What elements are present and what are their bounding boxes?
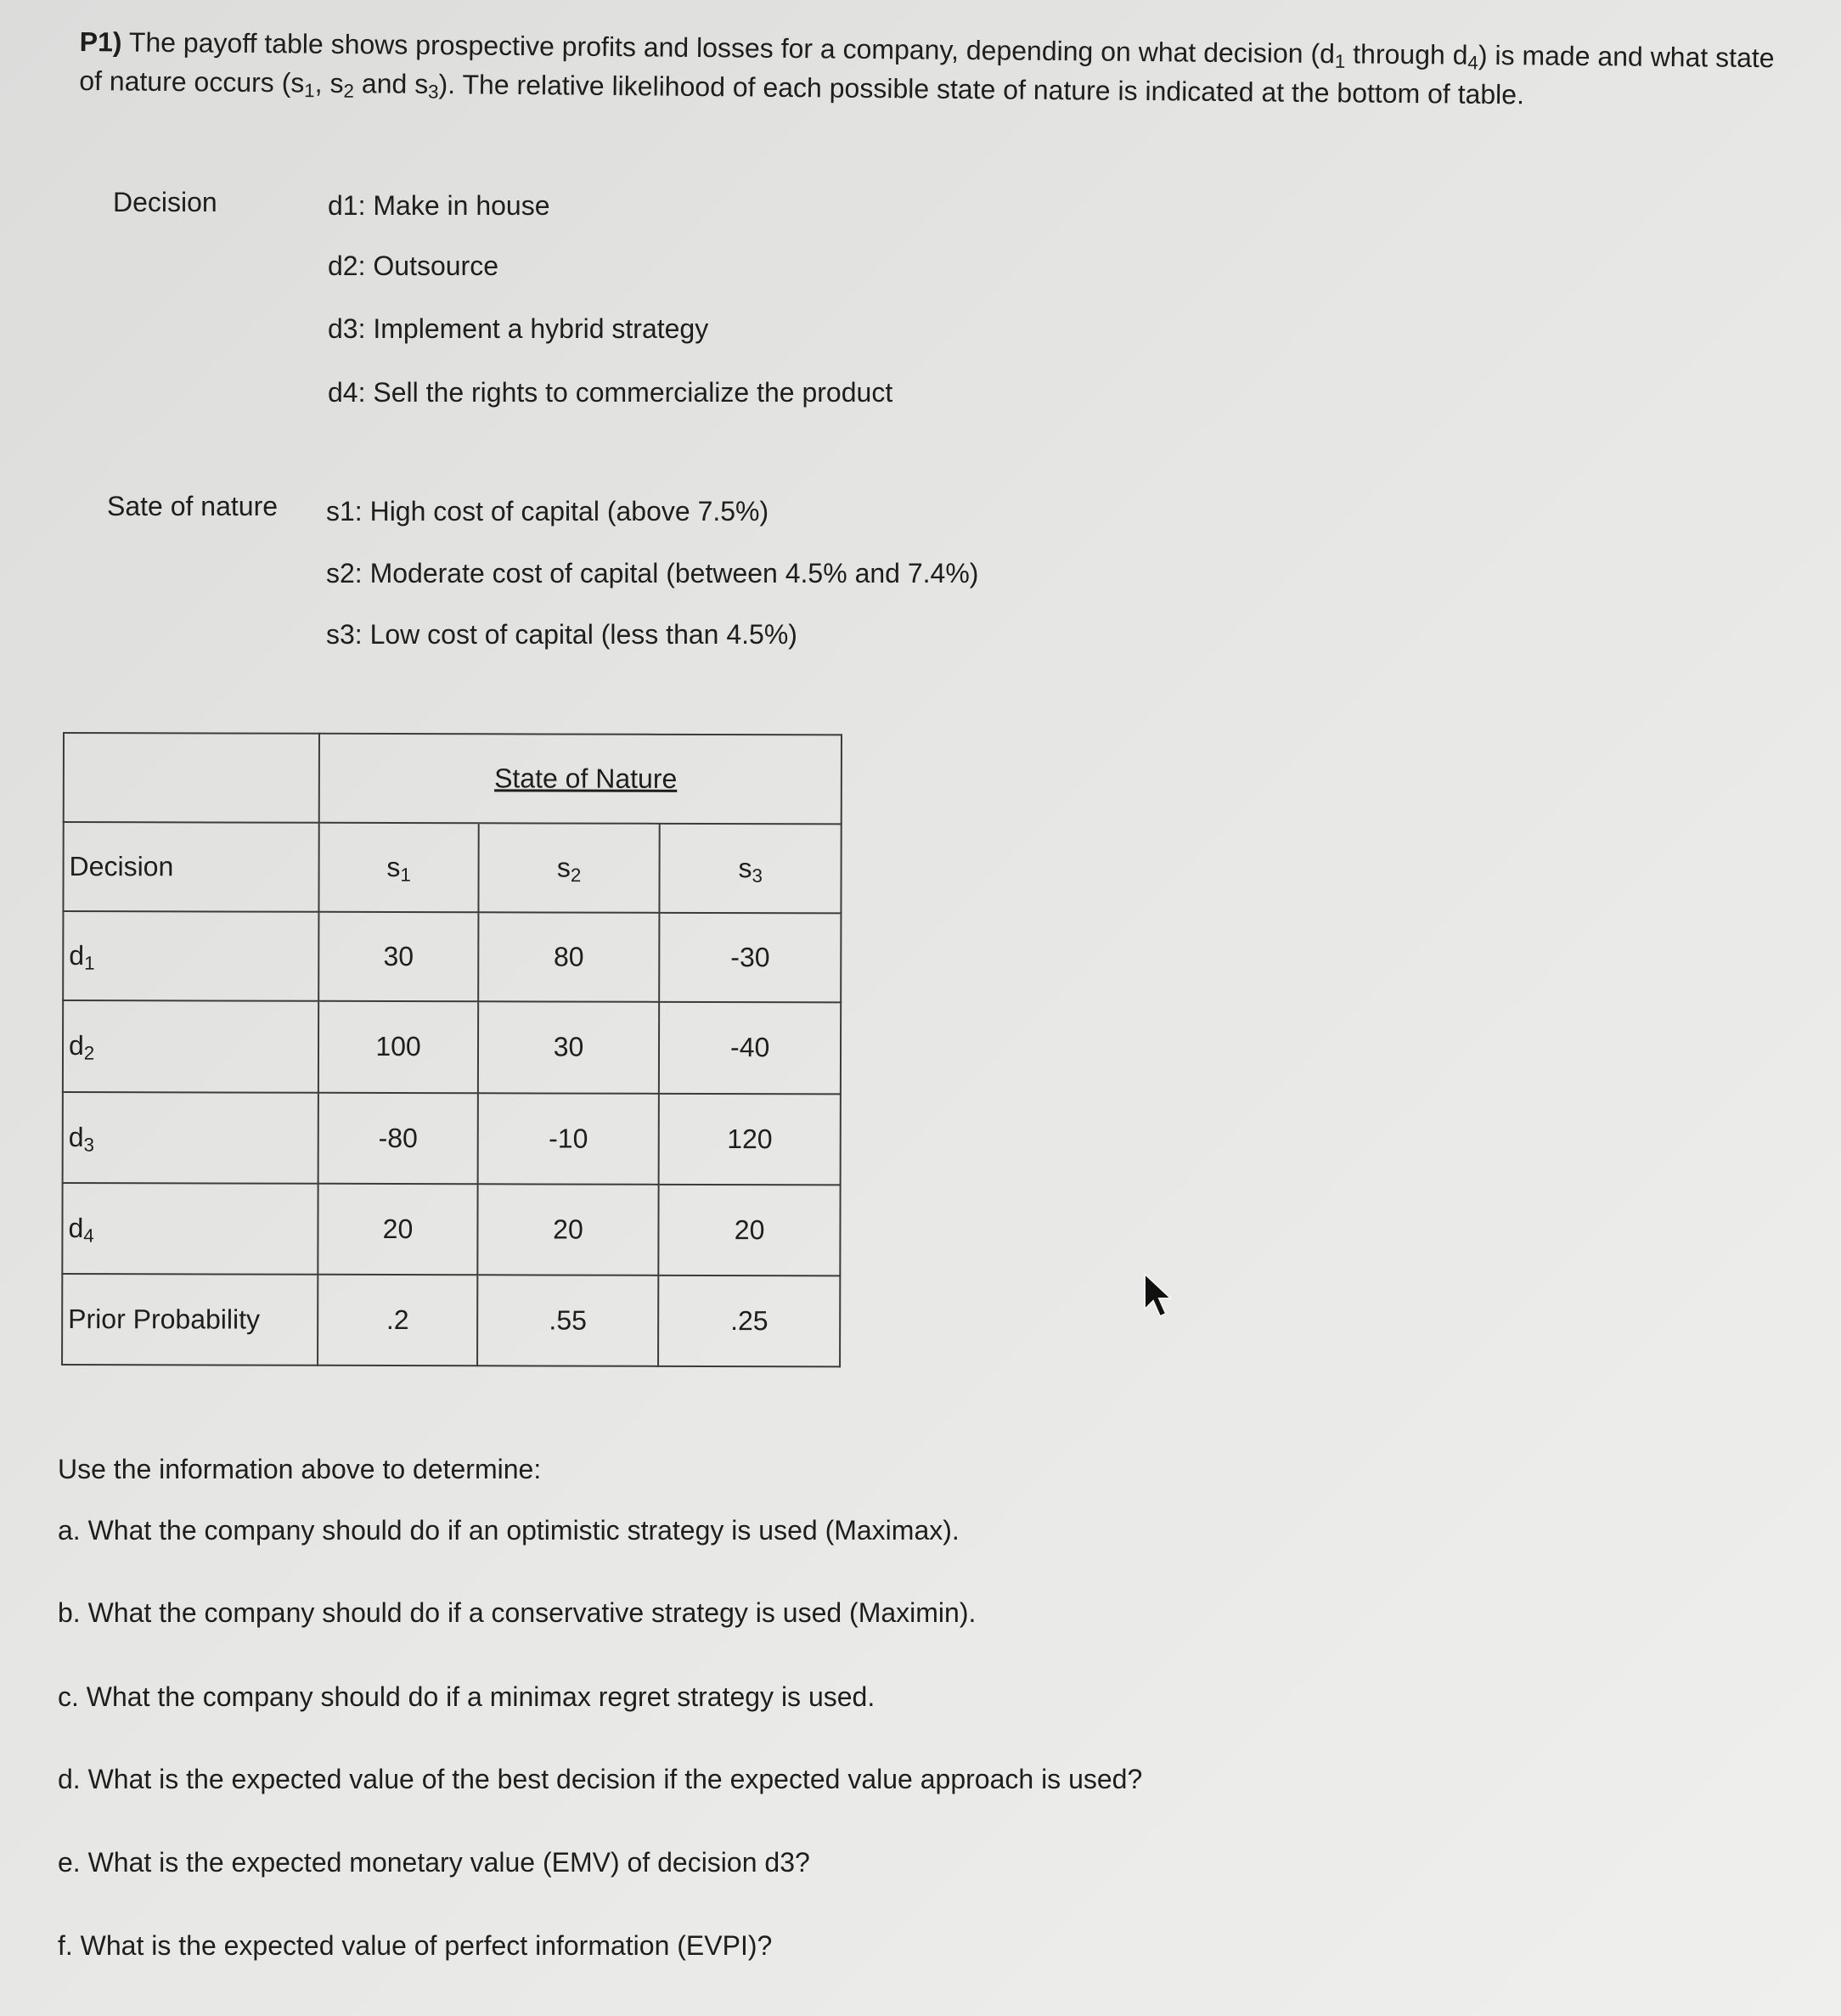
row-base: d: [68, 1212, 84, 1243]
payoff-table: [61, 732, 842, 1367]
subscript: 1: [1334, 50, 1346, 72]
table-row: [62, 1183, 840, 1276]
problem-text: through d: [1345, 38, 1468, 70]
question-c: c. What the company should do if a minimax regret strategy is used.: [58, 1681, 875, 1712]
table-row: [63, 911, 841, 1003]
payoff-cell: 120: [659, 1093, 841, 1185]
payoff-cell: 20: [659, 1184, 841, 1275]
problem-text: and s: [353, 68, 429, 99]
column-header: [319, 823, 479, 913]
subscript: 2: [343, 80, 355, 102]
row-base: d: [68, 1030, 84, 1061]
payoff-cell: -30: [659, 913, 841, 1003]
subscript: 1: [304, 80, 315, 102]
payoff-cell: 20: [318, 1183, 478, 1275]
problem-text: , s: [314, 67, 344, 99]
table-header-row: [64, 733, 842, 825]
prior-cell: .2: [318, 1275, 477, 1366]
state-of-nature-header: [478, 734, 842, 824]
mouse-cursor-icon: [1143, 1272, 1179, 1320]
question-d: d. What is the expected value of the best decision if the expected value approach is used?: [58, 1764, 1143, 1794]
state-of-nature-label: Sate of nature: [107, 491, 279, 521]
payoff-cell: 20: [477, 1184, 659, 1275]
state-definition: s2: Moderate cost of capital (between 4.5% and 7.4%): [326, 558, 979, 588]
column-header-row: [63, 822, 841, 914]
row-label: [63, 911, 319, 1001]
subscript: 3: [752, 864, 763, 887]
column-base: s: [556, 852, 571, 883]
table-row: [63, 1000, 841, 1094]
payoff-cell: -80: [318, 1092, 478, 1184]
problem-statement: [79, 22, 1778, 116]
column-base: s: [738, 853, 752, 884]
payoff-cell: -40: [659, 1002, 841, 1094]
prior-probability-row: [62, 1274, 840, 1367]
column-base: s: [386, 852, 401, 883]
empty-header-cell: [64, 733, 320, 823]
row-label: [63, 1000, 319, 1092]
row-label: [63, 1092, 319, 1184]
column-header: [478, 823, 660, 913]
decision-header: Decision: [63, 822, 319, 912]
prior-cell: .25: [658, 1275, 840, 1367]
row-base: d: [68, 1121, 84, 1152]
subscript: 1: [84, 952, 95, 975]
subscript: 3: [83, 1134, 95, 1156]
table-row: [63, 1092, 841, 1185]
payoff-cell: -10: [477, 1093, 659, 1185]
payoff-cell: 80: [478, 913, 660, 1003]
prior-probability-label: Prior Probability: [62, 1274, 318, 1366]
problem-text: The payoff table shows prospective profits and losses for a company, depending on what decision (d: [128, 26, 1336, 70]
subscript: 1: [400, 864, 411, 886]
state-of-nature-title: State of Nature: [494, 763, 678, 794]
empty-header-cell: [319, 734, 479, 824]
question-a: a. What the company should do if an optimistic strategy is used (Maximax).: [58, 1515, 960, 1546]
problem-text: ) is made and what state of nature occurs (s: [79, 39, 1775, 99]
question-f: f. What is the expected value of perfect information (EVPI)?: [58, 1930, 773, 1961]
column-header: [660, 824, 842, 914]
questions-intro: Use the information above to determine:: [58, 1454, 542, 1484]
row-label: [62, 1183, 318, 1275]
row-base: d: [69, 940, 85, 971]
subscript: 4: [1467, 52, 1478, 74]
decision-definition: d4: Sell the rights to commercialize the product: [328, 377, 893, 408]
decision-label: Decision: [113, 187, 217, 217]
question-e: e. What is the expected monetary value (EMV) of decision d3?: [58, 1847, 810, 1878]
subscript: 4: [83, 1225, 94, 1247]
subscript: 2: [570, 864, 582, 887]
state-definition: s1: High cost of capital (above 7.5%): [326, 496, 769, 527]
subscript: 2: [83, 1043, 95, 1065]
problem-text: ). The relative likelihood of each possible state of nature is indicated at the bottom of table.: [438, 69, 1525, 110]
state-definition: s3: Low cost of capital (less than 4.5%): [326, 619, 797, 650]
payoff-cell: 30: [478, 1002, 660, 1094]
payoff-cell: 100: [318, 1001, 478, 1093]
problem-label: P1): [79, 25, 122, 58]
subscript: 3: [427, 81, 439, 103]
decision-definition: d3: Implement a hybrid strategy: [328, 313, 709, 344]
payoff-cell: 30: [318, 912, 478, 1002]
prior-cell: .55: [477, 1275, 659, 1366]
decision-definition: d1: Make in house: [328, 190, 550, 221]
question-b: b. What the company should do if a conservative strategy is used (Maximin).: [58, 1597, 977, 1628]
decision-definition: d2: Outsource: [328, 251, 498, 281]
